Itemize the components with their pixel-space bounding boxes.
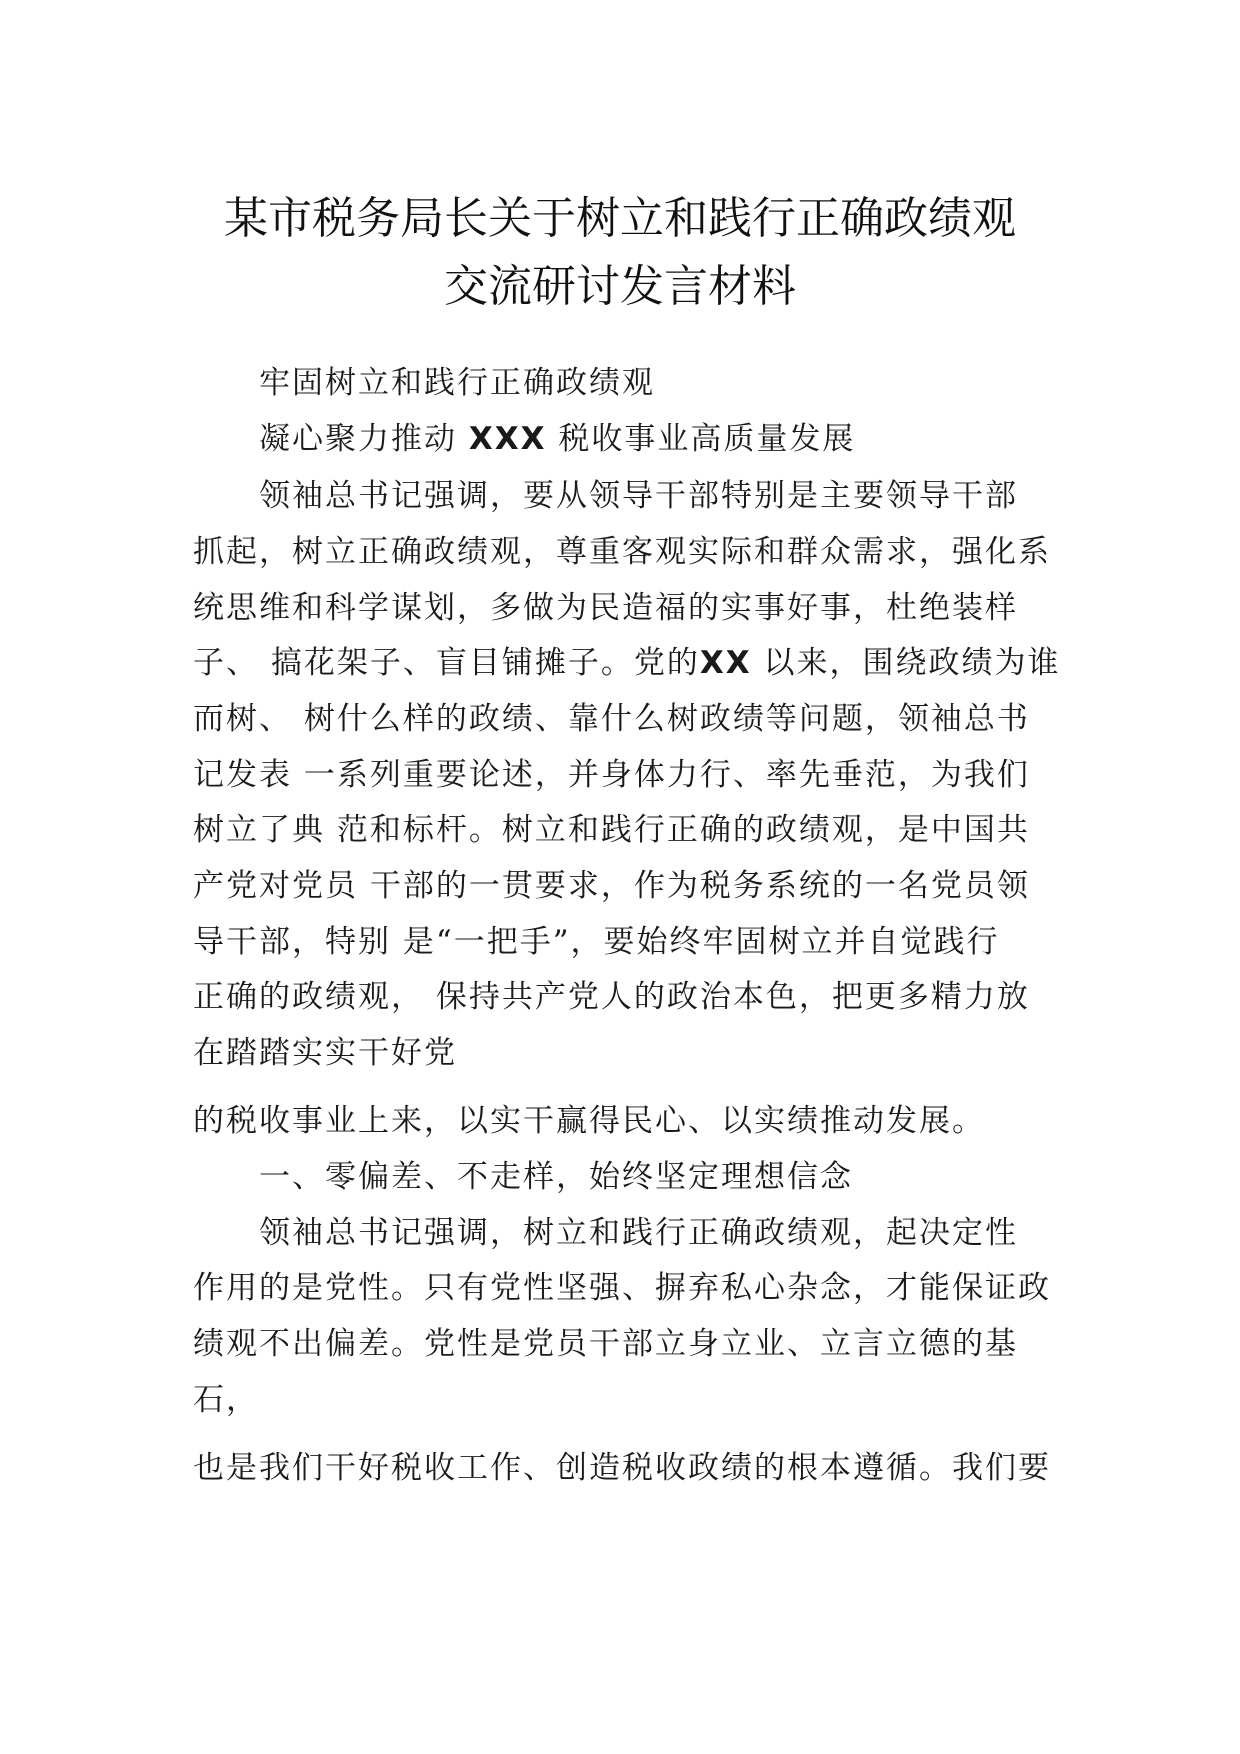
paragraph-1-line: 的税收事业上来，以实干赢得民心、以实绩推动发展。 xyxy=(193,1103,985,1139)
paragraph-2-line: 也是我们干好税收工作、创造税收政绩的根本遵循。我们要 xyxy=(193,1450,1051,1486)
paragraph-1-line: 产党对党员 干部的一贯要求，作为税务系统的一名党员领 xyxy=(193,868,1030,904)
paragraph-1-line: 领袖总书记强调，要从领导干部特别是主要领导干部 xyxy=(259,478,1018,514)
subtitle-2-pre: 凝心聚力推动 xyxy=(259,421,469,457)
p1-l4-post: 以来，围绕政绩为谁 xyxy=(751,645,1061,681)
section-heading-1: 一、零偏差、不走样，始终坚定理想信念 xyxy=(259,1159,853,1195)
paragraph-2-line: 领袖总书记强调，树立和践行正确政绩观，起决定性 xyxy=(259,1215,1018,1251)
paragraph-2-line: 作用的是党性。只有党性坚强、摒弃私心杂念，才能保证政 xyxy=(193,1270,1051,1306)
paragraph-1-line: 在踏踏实实干好党 xyxy=(193,1035,457,1071)
p1-l4-pre: 子、 搞花架子、盲目铺摊子。党的 xyxy=(193,645,700,681)
p1-l4-bold: XX xyxy=(699,645,752,681)
subtitle-2-bold: XXX xyxy=(468,421,547,457)
subtitle-2-post: 税收事业高质量发展 xyxy=(546,421,856,457)
document-title-line-2: 交流研讨发言材料 xyxy=(444,261,796,312)
paragraph-1-line: 记发表 一系列重要论述，并身体力行、率先垂范，为我们 xyxy=(193,757,1030,793)
paragraph-1-line: 导干部，特别 是“一把手”，要始终牢固树立并自觉践行 xyxy=(193,924,1000,960)
subtitle-2 xyxy=(259,421,856,457)
subtitle-1: 牢固树立和践行正确政绩观 xyxy=(259,365,655,401)
paragraph-1-line: 正确的政绩观， 保持共产党人的政治本色，把更多精力放 xyxy=(193,979,1030,1015)
paragraph-1-line: 而树、 树什么样的政绩、靠什么树政绩等问题，领袖总书 xyxy=(193,701,1030,737)
paragraph-1-line xyxy=(193,645,1061,681)
paragraph-1-line: 树立了典 范和标杆。树立和践行正确的政绩观，是中国共 xyxy=(193,812,1030,848)
document-title-line-1: 某市税务局长关于树立和践行正确政绩观 xyxy=(224,193,1016,244)
paragraph-2-line: 绩观不出偏差。党性是党员干部立身立业、立言立德的基 xyxy=(193,1326,1018,1362)
paragraph-1-line: 统思维和科学谋划，多做为民造福的实事好事，杜绝装样 xyxy=(193,590,1018,626)
paragraph-2-line: 石， xyxy=(193,1382,259,1418)
paragraph-1-line: 抓起，树立正确政绩观，尊重客观实际和群众需求，强化系 xyxy=(193,534,1051,570)
